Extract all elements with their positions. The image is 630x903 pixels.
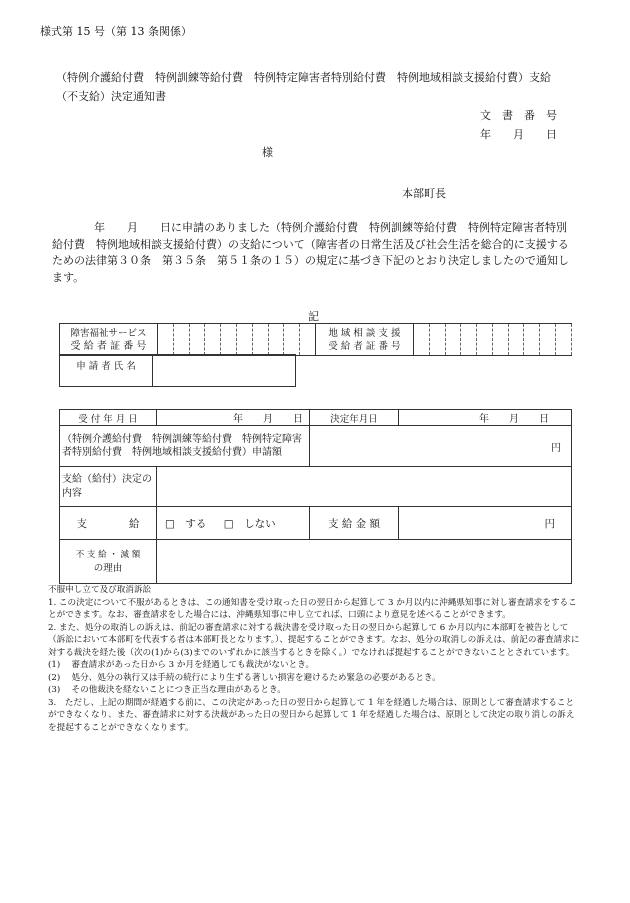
consult-cert-digit — [413, 324, 429, 356]
consult-cert-digit — [461, 324, 477, 356]
service-cert-label: 障害福祉サービス 受 給 者 証 番 号 — [60, 324, 158, 356]
service-cert-digit — [221, 324, 237, 356]
consult-cert-digit — [477, 324, 493, 356]
service-cert-digit — [252, 324, 268, 356]
option-yes-checkbox[interactable]: □ する — [165, 517, 207, 530]
consult-cert-digit — [540, 324, 556, 356]
option-no-checkbox[interactable]: □ しない — [223, 517, 276, 530]
recipient-suffix: 様 — [262, 146, 273, 159]
notes-heading: 不服申し立て及び取消訴訟 — [48, 585, 152, 595]
applicant-table — [59, 354, 296, 387]
pay-amount-value: 円 — [399, 507, 572, 540]
reason-label: 不 支 給 ・ 減 額 の理由 — [60, 540, 157, 584]
applicant-name-label: 申 請 者 氏 名 — [60, 355, 153, 387]
consult-cert-digit — [445, 324, 461, 356]
reason-value — [157, 540, 572, 584]
consult-cert-digit — [556, 324, 572, 356]
decision-date-value: 年 月 日 — [399, 410, 572, 426]
doc-number-label: 文 書 番 号 — [480, 109, 557, 122]
pay-options — [157, 507, 310, 540]
consult-cert-label: 地 域 相 談 支 援 受 給 者 証 番 号 — [315, 324, 413, 356]
issuer: 本部町長 — [402, 187, 446, 200]
service-cert-digit — [284, 324, 300, 356]
service-cert-digit — [173, 324, 189, 356]
ki-heading: 記 — [308, 310, 319, 323]
certificate-table — [59, 323, 572, 356]
consult-cert-digit — [508, 324, 524, 356]
service-cert-digit — [157, 324, 173, 356]
notes-section — [48, 584, 580, 734]
service-cert-digit — [236, 324, 252, 356]
received-date-value: 年 月 日 — [157, 410, 310, 426]
decision-table — [59, 409, 572, 584]
consult-cert-digit — [524, 324, 540, 356]
content-value — [157, 467, 572, 507]
content-label: 支給（給付）決定の内容 — [60, 467, 157, 507]
pay-amount-label: 支 給 金 額 — [310, 507, 399, 540]
note-2-sub-2: (2) 処分、処分の執行又は手続の続行により生ずる著しい損害を避けるため緊急の必要があるとき。 — [48, 672, 441, 683]
received-date-label: 受 付 年 月 日 — [60, 410, 157, 426]
note-2-sub-3: (3) その他裁決を経ないことにつき正当な理由があるとき。 — [48, 685, 286, 695]
body-text: 年 月 日に申請のありました（特例介護給付費 特例訓練等給付費 特例特定障害者特別給付費 特例地域相談支援給付費）の支給について（障害者の日常生活及び社会生活を総合的に支援するための法律第３０条 第３５条 第５１条の１５）の規定に基づき下記のとおり決定しましたので通知します。 — [52, 221, 569, 284]
note-2-sub-1: (1) 審査請求があった日から 3 か月を経過しても裁決がないとき。 — [48, 660, 315, 670]
service-cert-digit — [300, 324, 316, 356]
applied-amount-label: （特例介護給付費 特例訓練等給付費 特例特定障害者特別給付費 特例地域相談支援給付費）申請額 — [60, 426, 310, 467]
date-label: 年 月 日 — [480, 128, 557, 141]
note-2: 2. また、処分の取消しの訴えは、前記の審査請求に対する裁決書を受け取った日の翌日から起算して 6 か月以内に本部町を被告として（訴訟において本部町を代表する者は本部町長となります。）、提起することができます。なお、処分の取消しの訴えは、前記の審査請求に対する裁決を経た後（次の(1)から(3)までのいずれかに該当するときを除く。）でなければ提起することができないこととされています。 — [48, 622, 580, 658]
service-cert-digit — [205, 324, 221, 356]
service-cert-digit — [268, 324, 284, 356]
form-number: 様式第 15 号（第 13 条関係） — [40, 25, 192, 38]
applicant-name-value — [153, 355, 296, 387]
service-cert-digit — [189, 324, 205, 356]
pay-label: 支 給 — [60, 507, 157, 540]
note-3: 3. ただし、上記の期間が経過する前に、この決定があった日の翌日から起算して 1 年を経過した場合は、原則として審査請求することができなくなり、また、審査請求に対する決裁があった日の翌日から起算して 1 年を経過した場合は、原則として決定の取り消しの訴えを提起することができなくなります。 — [48, 697, 575, 733]
title-line-2: （不支給）決定通知書 — [56, 90, 166, 103]
note-1: 1. この決定について不服があるときは、この通知書を受け取った日の翌日から起算して 3 か月以内に沖縄県知事に対し審査請求をすることができます。なお、審査請求をした場合には、沖縄県知事に申し立てれば、口頭により意見を述べることができます。 — [48, 597, 577, 620]
applied-amount-value: 円 — [310, 426, 572, 467]
title-line-1: （特例介護給付費 特例訓練等給付費 特例特定障害者特別給付費 特例地域相談支援給付費）支給 — [56, 71, 551, 84]
decision-date-label: 決定年月日 — [310, 410, 399, 426]
consult-cert-digit — [429, 324, 445, 356]
consult-cert-digit — [492, 324, 508, 356]
